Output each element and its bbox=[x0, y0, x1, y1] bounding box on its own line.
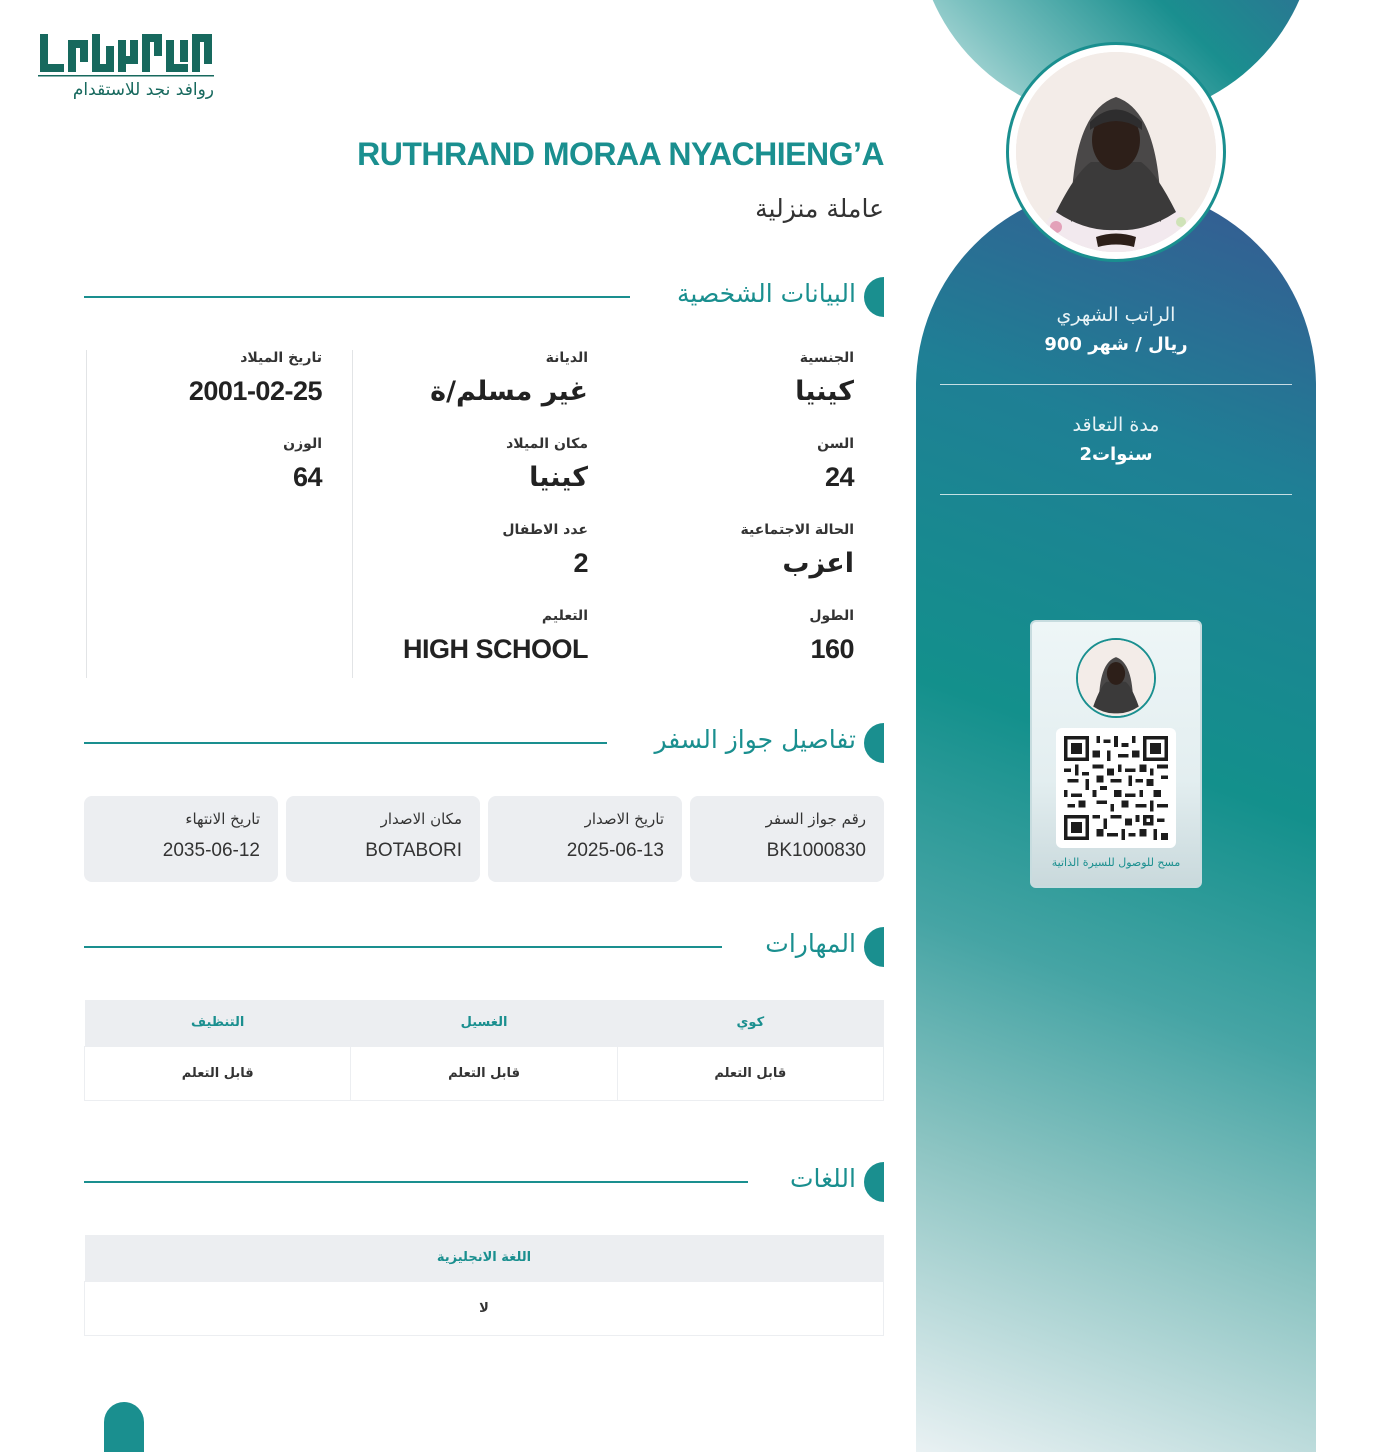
field-label: عدد الاطفال bbox=[502, 522, 588, 538]
table-row bbox=[85, 1281, 884, 1335]
sidebar-divider bbox=[940, 494, 1292, 495]
sidebar-divider bbox=[940, 384, 1292, 385]
table-header-row bbox=[85, 1235, 884, 1281]
profile-photo bbox=[1006, 42, 1226, 262]
table-row bbox=[85, 1046, 884, 1100]
candidate-name: RUTHRAND MORAA NYACHIENG’A bbox=[357, 136, 884, 172]
section-skills-heading bbox=[84, 927, 884, 967]
contract-block bbox=[940, 414, 1292, 465]
field-label: السن bbox=[817, 436, 854, 452]
field-value: 2025-06-13 bbox=[566, 840, 664, 861]
table-header: اللغة الانجليزية bbox=[85, 1235, 884, 1281]
salary-value: 900 ريال / شهر bbox=[1044, 334, 1188, 355]
field-label: الديانة bbox=[545, 350, 588, 366]
field-label: تاريخ الانتهاء bbox=[185, 810, 260, 828]
person-photo-icon bbox=[1016, 52, 1216, 252]
marital-status-field bbox=[741, 522, 854, 579]
section-title: المهارات bbox=[765, 929, 856, 958]
company-logo-icon bbox=[38, 30, 214, 78]
section-title: اللغات bbox=[789, 1164, 856, 1193]
personal-column-3 bbox=[86, 350, 352, 678]
table-header: كوي bbox=[617, 1000, 883, 1046]
skills-table bbox=[84, 1000, 884, 1101]
education-field bbox=[403, 608, 588, 665]
passport-issue-place-card bbox=[286, 796, 480, 882]
field-label: الوزن bbox=[283, 436, 322, 452]
qr-caption: مسح للوصول للسيرة الذاتية bbox=[1051, 856, 1181, 869]
section-marker bbox=[864, 277, 884, 317]
field-value: 64 bbox=[292, 462, 322, 492]
table-cell: قابل التعلم bbox=[617, 1046, 883, 1100]
section-marker bbox=[864, 1162, 884, 1202]
religion-field bbox=[430, 350, 588, 407]
field-value: 2001-02-25 bbox=[188, 376, 322, 406]
languages-table bbox=[84, 1235, 884, 1336]
section-marker bbox=[864, 723, 884, 763]
personal-column-2 bbox=[352, 350, 618, 678]
field-label: الجنسية bbox=[799, 350, 854, 366]
section-title: البيانات الشخصية bbox=[677, 279, 856, 308]
field-label: تاريخ الميلاد bbox=[240, 350, 322, 366]
field-value: كينيا bbox=[795, 376, 854, 407]
candidate-role: عاملة منزلية bbox=[755, 194, 884, 223]
field-value: BOTABORI bbox=[365, 840, 462, 861]
birthplace-field bbox=[506, 436, 588, 493]
field-value: كينيا bbox=[529, 462, 588, 493]
field-label: الحالة الاجتماعية bbox=[740, 522, 854, 538]
weight-field bbox=[283, 436, 322, 493]
field-value: غير مسلم/ة bbox=[430, 376, 588, 407]
section-marker bbox=[864, 927, 884, 967]
table-header: التنظيف bbox=[85, 1000, 351, 1046]
passport-number-card bbox=[690, 796, 884, 882]
contract-value: 2سنوات bbox=[1079, 444, 1153, 465]
field-label: رقم جواز السفر bbox=[765, 810, 866, 828]
passport-issue-date-card bbox=[488, 796, 682, 882]
qr-card[interactable] bbox=[1030, 620, 1202, 888]
nationality-field bbox=[795, 350, 854, 407]
age-field bbox=[817, 436, 854, 493]
company-logo bbox=[38, 30, 218, 106]
field-label: مكان الاصدار bbox=[380, 810, 462, 828]
section-passport-heading bbox=[84, 723, 884, 763]
qr-code-icon bbox=[1064, 736, 1168, 840]
section-rule bbox=[84, 296, 630, 298]
salary-label: الراتب الشهري bbox=[1056, 304, 1176, 326]
field-value: 2035-06-12 bbox=[162, 840, 260, 861]
table-cell: قابل التعلم bbox=[351, 1046, 617, 1100]
table-cell: لا bbox=[85, 1281, 884, 1335]
birthdate-field bbox=[189, 350, 322, 407]
personal-column-1 bbox=[618, 350, 884, 678]
salary-block bbox=[940, 304, 1292, 355]
qr-profile-photo bbox=[1076, 638, 1156, 718]
section-rule bbox=[84, 1181, 748, 1183]
field-label: الطول bbox=[809, 608, 854, 624]
qr-code[interactable] bbox=[1056, 728, 1176, 848]
person-photo-icon bbox=[1078, 640, 1154, 716]
table-cell: قابل التعلم bbox=[85, 1046, 351, 1100]
section-personal-heading bbox=[84, 277, 884, 317]
children-count-field bbox=[502, 522, 588, 579]
passport-expiry-date-card bbox=[84, 796, 278, 882]
field-value: اعزب bbox=[782, 548, 854, 579]
contract-label: مدة التعاقد bbox=[1072, 414, 1160, 436]
height-field bbox=[809, 608, 854, 665]
field-value: 24 bbox=[824, 462, 854, 492]
field-value: BK1000830 bbox=[766, 840, 866, 861]
section-rule bbox=[84, 946, 722, 948]
field-label: مكان الميلاد bbox=[506, 436, 588, 452]
field-label: تاريخ الاصدار bbox=[584, 810, 664, 828]
section-rule bbox=[84, 742, 607, 744]
field-value: 160 bbox=[810, 634, 854, 664]
field-value: 2 bbox=[573, 548, 588, 578]
footer-decoration bbox=[104, 1402, 144, 1452]
table-header-row bbox=[85, 1000, 884, 1046]
field-label: التعليم bbox=[541, 608, 588, 624]
field-value: HIGH SCHOOL bbox=[402, 634, 588, 664]
company-name: روافد نجد للاستقدام bbox=[72, 80, 214, 100]
section-title: تفاصيل جواز السفر bbox=[654, 725, 856, 754]
section-languages-heading bbox=[84, 1162, 884, 1202]
table-header: الغسيل bbox=[351, 1000, 617, 1046]
